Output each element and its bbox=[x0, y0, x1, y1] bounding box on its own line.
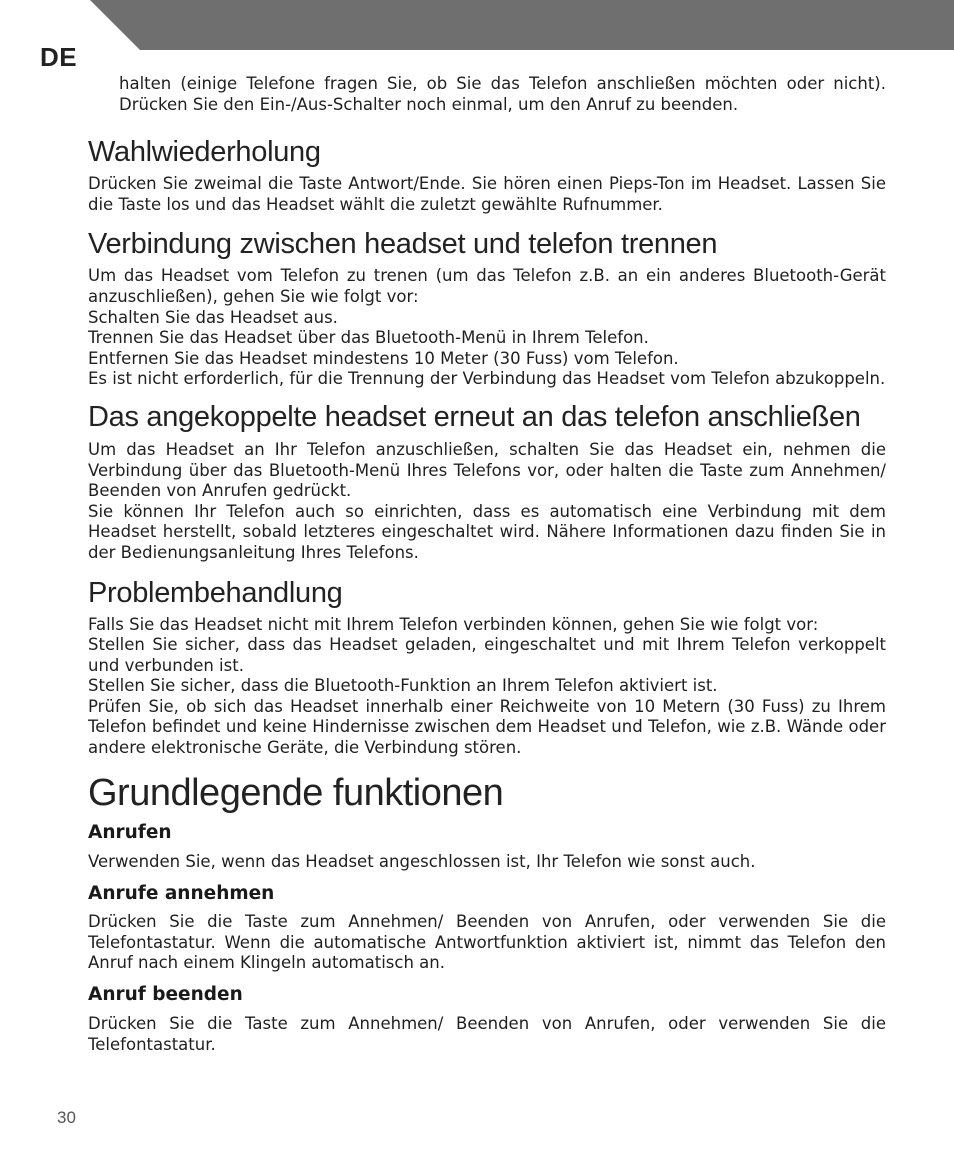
paragraph: Drücken Sie die Taste zum Annehmen/ Beenden von Anrufen, oder verwenden Sie die Telefontastatur. Wenn die automatische Antwortfunktion aktiviert ist, nimmt das Telefon den Anruf nach einem Klingeln automatisch an. bbox=[88, 912, 886, 973]
paragraph: Entfernen Sie das Headset mindestens 10 Meter (30 Fuss) vom Telefon. bbox=[88, 348, 679, 368]
language-tag: DE bbox=[40, 42, 78, 72]
section-heading-erneut-anschliessen: Das angekoppelte headset erneut an das telefon anschließen bbox=[88, 400, 861, 433]
paragraph: Schalten Sie das Headset aus. bbox=[88, 307, 338, 327]
subsection-heading-anrufen: Anrufen bbox=[88, 821, 172, 843]
paragraph: Trennen Sie das Headset über das Bluetooth-Menü in Ihrem Telefon. bbox=[88, 328, 649, 348]
paragraph: Prüfen Sie, ob sich das Headset innerhalb einer Reichweite von 10 Metern (30 Fuss) zu Ihrem Telefon befindet und keine Hindernisse zwischen dem Headset und Telefon, wie z.B. Wände oder andere elektronische Geräte, die Verbindung stören. bbox=[88, 696, 886, 758]
paragraph: Sie können Ihr Telefon auch so einrichten, dass es automatisch eine Verbindung mit dem Headset herstellt, sobald letzteres eingeschaltet wird. Nähere Informationen dazu finden Sie in der Bedienungsanleitung Ihres Telefons. bbox=[88, 501, 886, 562]
paragraph: Um das Headset vom Telefon zu trenen (um das Telefon z.B. an ein anderes Bluetooth-Gerät anzuschließen), gehen Sie wie folgt vor: bbox=[88, 266, 886, 306]
section-heading-wahlwiederholung: Wahlwiederholung bbox=[88, 136, 321, 169]
paragraph: Verwenden Sie, wenn das Headset angeschlossen ist, Ihr Telefon wie sonst auch. bbox=[88, 851, 756, 871]
paragraph: Drücken Sie zweimal die Taste Antwort/Ende. Sie hören einen Pieps-Ton im Headset. Lassen Sie die Taste los und das Headset wählt die zuletzt gewählte Rufnummer. bbox=[88, 174, 886, 214]
main-heading: Grundlegende funktionen bbox=[88, 771, 504, 814]
section-heading-problembehandlung: Problembehandlung bbox=[88, 576, 343, 609]
page-number: 30 bbox=[57, 1108, 76, 1127]
paragraph: Stellen Sie sicher, dass das Headset geladen, eingeschaltet und mit Ihrem Telefon verkoppelt und verbunden ist. bbox=[88, 635, 886, 675]
paragraph: Drücken Sie die Taste zum Annehmen/ Beenden von Anrufen, oder verwenden Sie die Telefontastatur. bbox=[88, 1014, 886, 1054]
paragraph: Falls Sie das Headset nicht mit Ihrem Telefon verbinden können, gehen Sie wie folgt vor: bbox=[88, 614, 819, 634]
subsection-heading-anrufe-annehmen: Anrufe annehmen bbox=[88, 883, 275, 905]
paragraph: Es ist nicht erforderlich, für die Trennung der Verbindung das Headset vom Telefon abzukoppeln. bbox=[88, 369, 886, 389]
paragraph: Stellen Sie sicher, dass die Bluetooth-Funktion an Ihrem Telefon aktiviert ist. bbox=[88, 676, 718, 696]
subsection-heading-anruf-beenden: Anruf beenden bbox=[88, 984, 243, 1006]
section-heading-verbindung-trennen: Verbindung zwischen headset und telefon trennen bbox=[88, 228, 718, 261]
header-band bbox=[0, 0, 954, 50]
page-content bbox=[88, 74, 886, 1055]
intro-paragraph: halten (einige Telefone fragen Sie, ob Sie das Telefon anschließen möchten oder nicht). Drücken Sie den Ein-/Aus-Schalter noch einmal, um den Anruf zu beenden. bbox=[119, 74, 886, 114]
paragraph: Um das Headset an Ihr Telefon anzuschließen, schalten Sie das Headset ein, nehmen die Verbindung über das Bluetooth-Menü Ihres Telefons vor, oder halten die Taste zum Annehmen/ Beenden von Anrufen gedrückt. bbox=[88, 439, 886, 501]
